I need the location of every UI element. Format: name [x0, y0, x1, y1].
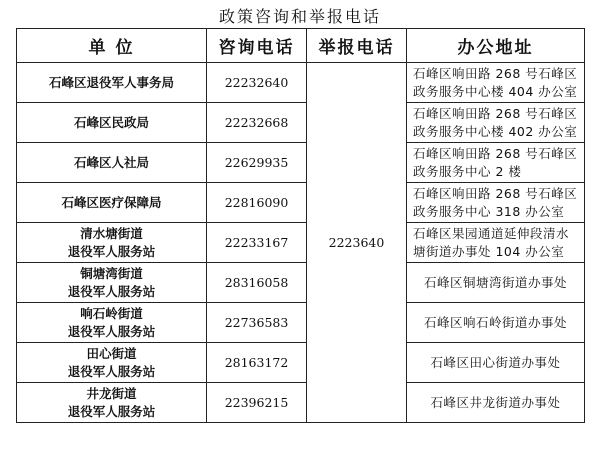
table-header-row [17, 29, 585, 63]
consult-phone-cell: 22629935 [207, 143, 307, 183]
table-row [17, 223, 585, 263]
unit-name-line: 石峰区民政局 [73, 114, 149, 130]
table-row [17, 143, 585, 183]
unit-name-line: 退役军人服务站 [67, 403, 156, 419]
address-cell [407, 263, 585, 303]
unit-name-line: 石峰区医疗保障局 [61, 194, 162, 210]
consult-phone-cell: 22396215 [207, 383, 307, 423]
contact-table [16, 28, 585, 423]
table-row [17, 383, 585, 423]
consult-phone-cell: 22736583 [207, 303, 307, 343]
address-line: 政务服务中心楼 402 办公室 [413, 123, 578, 139]
address-line: 政务服务中心楼 404 办公室 [413, 83, 578, 99]
table-row [17, 183, 585, 223]
address-cell [407, 103, 585, 143]
page-title: 政策咨询和举报电话 [218, 7, 381, 26]
report-phone-cell: 2223640 [307, 63, 407, 423]
consult-phone-cell: 22816090 [207, 183, 307, 223]
address-line: 石峰区响田路 268 号石峰区 [413, 65, 578, 81]
unit-name-cell [17, 183, 207, 223]
unit-name-cell [17, 63, 207, 103]
address-cell [407, 303, 585, 343]
unit-name-line: 铜塘湾街道 [80, 265, 143, 281]
header-consult-phone: 咨询电话 [207, 29, 307, 63]
unit-name-line: 石峰区退役军人事务局 [48, 74, 174, 90]
consult-phone-cell: 22233167 [207, 223, 307, 263]
unit-name-line: 响石岭街道 [80, 305, 143, 321]
unit-name-cell [17, 223, 207, 263]
unit-name-line: 退役军人服务站 [67, 283, 156, 299]
consult-phone-cell: 22232640 [207, 63, 307, 103]
unit-name-cell [17, 143, 207, 183]
unit-name-line: 退役军人服务站 [67, 243, 156, 259]
table-row [17, 343, 585, 383]
unit-name-line: 清水塘街道 [80, 225, 143, 241]
address-line: 石峰区果园通道延伸段清水 [413, 225, 570, 241]
table-body [17, 63, 585, 423]
consult-phone-cell: 28163172 [207, 343, 307, 383]
table-row [17, 103, 585, 143]
table-row [17, 303, 585, 343]
unit-name-cell [17, 343, 207, 383]
address-cell [407, 143, 585, 183]
address-cell [407, 63, 585, 103]
address-cell [407, 223, 585, 263]
table-row [17, 63, 585, 103]
address-cell [407, 383, 585, 423]
address-cell [407, 343, 585, 383]
unit-name-line: 石峰区人社局 [73, 154, 149, 170]
address-line: 石峰区响田路 268 号石峰区 [413, 185, 578, 201]
unit-name-line: 退役军人服务站 [67, 323, 156, 339]
address-line: 塘街道办事处 104 办公室 [413, 243, 565, 259]
unit-name-line: 退役军人服务站 [67, 363, 156, 379]
unit-name-line: 田心街道 [86, 345, 137, 361]
unit-name-line: 井龙街道 [86, 385, 137, 401]
unit-name-cell [17, 383, 207, 423]
address-line: 石峰区响田路 268 号石峰区 [413, 105, 578, 121]
consult-phone-cell: 22232668 [207, 103, 307, 143]
address-line: 石峰区响田路 268 号石峰区 [413, 145, 578, 161]
table-row [17, 263, 585, 303]
unit-name-cell [17, 103, 207, 143]
address-line: 政务服务中心 2 楼 [413, 163, 522, 179]
header-unit: 单 位 [17, 29, 207, 63]
header-report-phone: 举报电话 [307, 29, 407, 63]
address-line: 石峰区铜塘湾街道办事处 [423, 274, 567, 290]
address-line: 石峰区田心街道办事处 [430, 354, 561, 370]
address-line: 石峰区井龙街道办事处 [430, 394, 561, 410]
address-cell [407, 183, 585, 223]
address-line: 政务服务中心 318 办公室 [413, 203, 565, 219]
address-line: 石峰区响石岭街道办事处 [423, 314, 567, 330]
unit-name-cell [17, 303, 207, 343]
unit-name-cell [17, 263, 207, 303]
consult-phone-cell: 28316058 [207, 263, 307, 303]
header-address: 办公地址 [407, 29, 585, 63]
